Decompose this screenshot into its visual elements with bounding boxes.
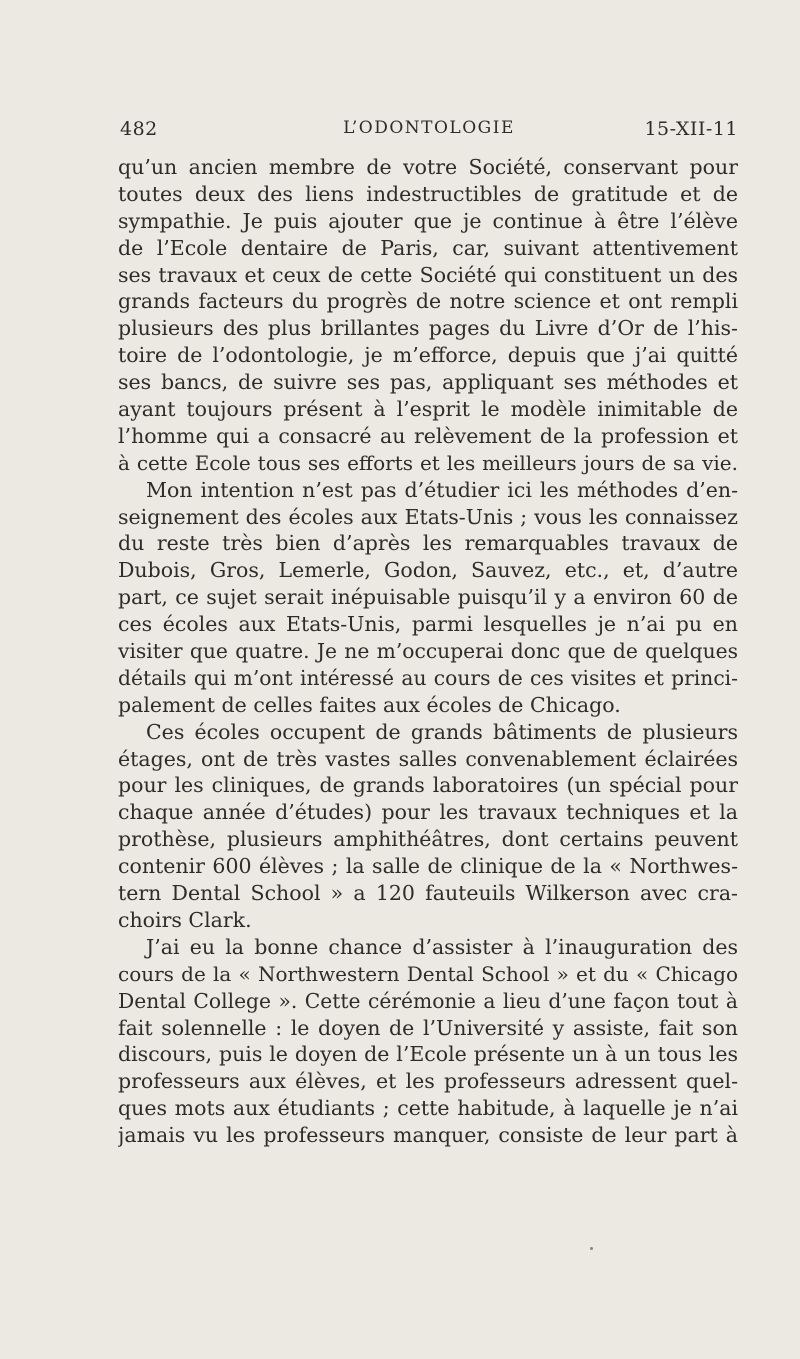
text-line: chaque année d’études) pour les travaux techniques et la xyxy=(118,800,738,825)
text-line: à cette Ecole tous ses efforts et les meilleurs jours de sa vie. xyxy=(118,450,738,475)
text-line: ses travaux et ceux de cette Société qui constituent un des xyxy=(118,262,738,287)
text-line: seignement des écoles aux Etats-Unis ; vous les connaissez xyxy=(118,504,738,529)
body-text xyxy=(118,154,738,1149)
text-line: prothèse, plusieurs amphithéâtres, dont certains peuvent xyxy=(118,827,738,852)
text-line: contenir 600 élèves ; la salle de clinique de la « Northwes- xyxy=(118,854,738,879)
running-header xyxy=(120,118,738,146)
text-line: Mon intention n’est pas d’étudier ici les méthodes d’en- xyxy=(146,477,738,502)
issue-date: 15-XII-11 xyxy=(644,118,738,140)
text-line: ayant toujours présent à l’esprit le modèle inimitable de xyxy=(118,397,738,422)
text-line: jamais vu les professeurs manquer, consiste de leur part à xyxy=(118,1123,738,1148)
text-line: tern Dental School » a 120 fauteuils Wilkerson avec cra- xyxy=(118,881,738,906)
text-line: visiter que quatre. Je ne m’occuperai donc que de quelques xyxy=(118,639,738,664)
text-line: plusieurs des plus brillantes pages du Livre d’Or de l’his- xyxy=(118,316,738,341)
text-line: ces écoles aux Etats-Unis, parmi lesquelles je n’ai pu en xyxy=(118,612,738,637)
text-line: J’ai eu la bonne chance d’assister à l’inauguration des xyxy=(146,934,738,959)
text-line: qu’un ancien membre de votre Société, conservant pour xyxy=(118,155,738,179)
text-line: Dubois, Gros, Lemerle, Godon, Sauvez, etc., et, d’autre xyxy=(118,558,738,583)
text-line: pour les cliniques, de grands laboratoires (un spécial pour xyxy=(118,773,738,798)
text-line: Ces écoles occupent de grands bâtiments de plusieurs xyxy=(146,719,738,744)
paper-speck xyxy=(590,1247,593,1250)
text-line: Dental College ». Cette cérémonie a lieu d’une façon tout à xyxy=(118,988,738,1013)
text-line: grands facteurs du progrès de notre science et ont rempli xyxy=(118,289,738,314)
text-line: ques mots aux étudiants ; cette habitude, à laquelle je n’ai xyxy=(118,1096,738,1121)
text-line: de l’Ecole dentaire de Paris, car, suivant attentivement xyxy=(118,235,738,260)
text-line: cours de la « Northwestern Dental School » et du « Chicago xyxy=(118,961,738,986)
text-line: part, ce sujet serait inépuisable puisqu’il y a environ 60 de xyxy=(118,585,738,610)
text-line: toire de l’odontologie, je m’efforce, depuis que j’ai quitté xyxy=(118,343,738,368)
text-line: l’homme qui a consacré au relèvement de la profession et xyxy=(118,423,738,448)
text-line: toutes deux des liens indestructibles de gratitude et de xyxy=(118,181,738,206)
text-line: étages, ont de très vastes salles convenablement éclairées xyxy=(118,746,738,771)
text-line: discours, puis le doyen de l’Ecole présente un à un tous les xyxy=(118,1042,738,1067)
running-title: L’ODONTOLOGIE xyxy=(343,118,515,138)
text-line: palement de celles faites aux écoles de Chicago. xyxy=(118,692,621,717)
text-line: professeurs aux élèves, et les professeurs adressent quel- xyxy=(118,1069,738,1094)
page-number: 482 xyxy=(120,118,158,140)
text-line: fait solennelle : le doyen de l’Université y assiste, fait son xyxy=(118,1015,738,1040)
text-line: du reste très bien d’après les remarquables travaux de xyxy=(118,531,738,556)
text-line: sympathie. Je puis ajouter que je continue à être l’élève xyxy=(118,208,738,233)
text-line: détails qui m’ont intéressé au cours de ces visites et princi- xyxy=(118,665,738,690)
text-line: choirs Clark. xyxy=(118,907,252,932)
text-line: ses bancs, de suivre ses pas, appliquant ses méthodes et xyxy=(118,370,738,395)
